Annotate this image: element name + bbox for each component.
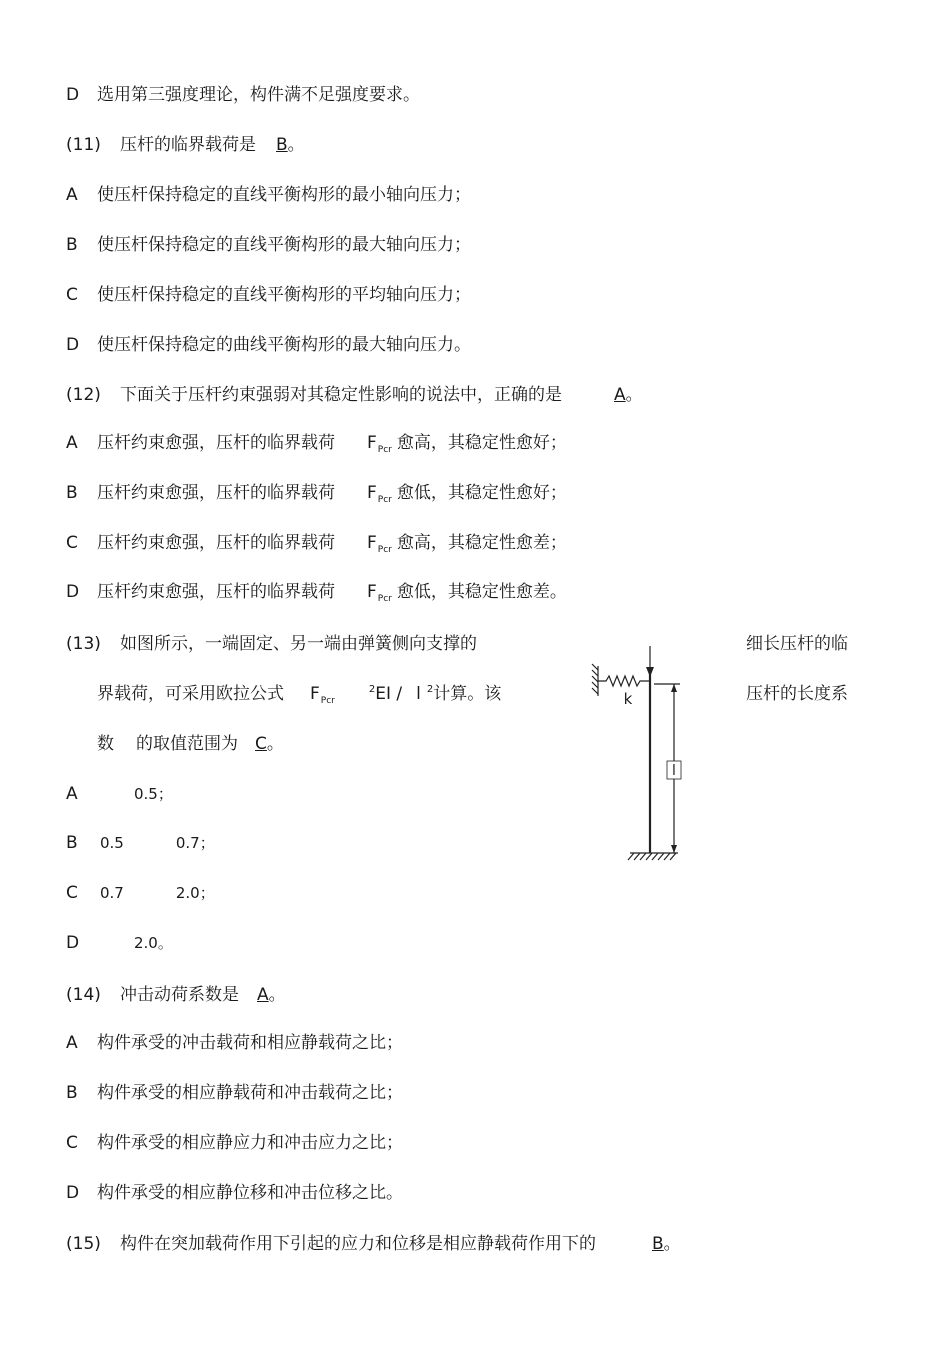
option-text: 构件承受的相应静位移和冲击位移之比。 bbox=[97, 1183, 403, 1203]
punct: 。 bbox=[266, 734, 284, 754]
option-value-2: 2.0； bbox=[175, 884, 215, 902]
option-label: D bbox=[66, 933, 80, 953]
answer: B bbox=[652, 1234, 664, 1254]
question-number: (13) bbox=[66, 634, 101, 654]
question-14 bbox=[66, 984, 286, 1006]
option-label: B bbox=[66, 1083, 78, 1103]
option-text: 使压杆保持稳定的直线平衡构形的平均轴向压力； bbox=[97, 285, 471, 305]
question-tail: 计算。该 bbox=[433, 684, 502, 704]
question-13-line-3 bbox=[97, 733, 284, 755]
option-tail: 愈高，其稳定性愈差； bbox=[396, 533, 567, 553]
option-label: D bbox=[66, 1183, 80, 1203]
answer: A bbox=[257, 985, 269, 1005]
spring bbox=[598, 676, 650, 686]
option-b-q14 bbox=[66, 1082, 403, 1104]
formula-f: F bbox=[367, 533, 377, 553]
question-text: 冲击动荷系数是 bbox=[120, 985, 239, 1005]
question-11 bbox=[66, 134, 305, 156]
option-tail: 愈低，其稳定性愈好； bbox=[396, 483, 567, 503]
option-text: 使压杆保持稳定的直线平衡构形的最小轴向压力； bbox=[97, 185, 471, 205]
question-12 bbox=[66, 384, 643, 406]
option-value: 0.5； bbox=[134, 785, 173, 803]
question-number: (11) bbox=[66, 135, 101, 155]
answer: A bbox=[614, 385, 626, 405]
option-d-q14 bbox=[66, 1182, 403, 1204]
answer: B bbox=[276, 135, 288, 155]
formula-sub: Pcr bbox=[377, 495, 392, 505]
formula-sup: 2 bbox=[426, 684, 434, 695]
option-label: A bbox=[66, 784, 78, 804]
option-c-q13 bbox=[66, 882, 215, 904]
option-a-q12 bbox=[66, 432, 567, 457]
option-text: 构件承受的冲击载荷和相应静载荷之比； bbox=[97, 1033, 403, 1053]
formula-sub: Pcr bbox=[377, 594, 392, 604]
option-label: D bbox=[66, 582, 80, 602]
option-text: 构件承受的相应静应力和冲击应力之比； bbox=[97, 1133, 403, 1153]
question-15 bbox=[66, 1233, 681, 1255]
option-value-1: 0.5 bbox=[100, 834, 124, 852]
punct: 。 bbox=[663, 1234, 681, 1254]
formula-f: F bbox=[310, 684, 320, 704]
question-text: 数 bbox=[97, 734, 114, 754]
column-spring-figure bbox=[590, 640, 700, 870]
dim-arrow-top bbox=[671, 684, 677, 692]
option-label: C bbox=[66, 883, 78, 903]
option-label: C bbox=[66, 533, 78, 553]
option-c-q14 bbox=[66, 1132, 403, 1154]
question-13-right-2: 压杆的长度系 bbox=[746, 684, 848, 704]
option-label: B bbox=[66, 833, 78, 853]
option-label: A bbox=[66, 185, 78, 205]
option-text: 压杆约束愈强，压杆的临界载荷 bbox=[97, 582, 335, 602]
formula-f: F bbox=[367, 433, 377, 453]
option-a-q14 bbox=[66, 1032, 403, 1054]
option-d-q12 bbox=[66, 581, 567, 606]
option-d-q13 bbox=[66, 932, 173, 954]
formula-f: F bbox=[367, 582, 377, 602]
question-text: 压杆的临界载荷是 bbox=[120, 135, 256, 155]
option-label: B bbox=[66, 483, 78, 503]
option-label: C bbox=[66, 1133, 78, 1153]
question-text: 构件在突加载荷作用下引起的应力和位移是相应静载荷作用下的 bbox=[120, 1234, 596, 1254]
option-label: C bbox=[66, 285, 78, 305]
question-text: 如图所示，一端固定、另一端由弹簧侧向支撑的 bbox=[120, 634, 477, 654]
question-text: 下面关于压杆约束强弱对其稳定性影响的说法中，正确的是 bbox=[120, 385, 562, 405]
option-b-q13 bbox=[66, 832, 215, 854]
formula-sub: Pcr bbox=[377, 545, 392, 555]
punct: 。 bbox=[268, 985, 286, 1005]
option-text: 使压杆保持稳定的曲线平衡构形的最大轴向压力。 bbox=[97, 335, 471, 355]
punct: 。 bbox=[287, 135, 305, 155]
option-label: B bbox=[66, 235, 78, 255]
formula-sub: Pcr bbox=[320, 696, 335, 706]
length-label: l bbox=[672, 763, 676, 779]
option-text: 选用第三强度理论，构件满不足强度要求。 bbox=[97, 85, 420, 105]
option-value-2: 0.7； bbox=[175, 834, 215, 852]
answer: C bbox=[255, 734, 267, 754]
option-text: 压杆约束愈强，压杆的临界载荷 bbox=[97, 483, 335, 503]
dim-arrow-bottom bbox=[671, 845, 677, 853]
option-label: A bbox=[66, 1033, 78, 1053]
option-d-q10 bbox=[66, 84, 420, 106]
option-a-q13 bbox=[66, 783, 173, 805]
option-tail: 愈低，其稳定性愈差。 bbox=[396, 582, 567, 602]
question-number: (15) bbox=[66, 1234, 101, 1254]
option-c-q11 bbox=[66, 284, 471, 306]
option-b-q12 bbox=[66, 482, 567, 507]
question-text-2: 的取值范围为 bbox=[136, 734, 238, 754]
option-b-q11 bbox=[66, 234, 471, 256]
question-13 bbox=[66, 633, 477, 655]
question-text: 界载荷，可采用欧拉公式 bbox=[97, 684, 284, 704]
option-label: D bbox=[66, 335, 80, 355]
question-number: (12) bbox=[66, 385, 101, 405]
option-d-q11 bbox=[66, 334, 471, 356]
option-text: 使压杆保持稳定的直线平衡构形的最大轴向压力； bbox=[97, 235, 471, 255]
option-value: 2.0。 bbox=[134, 934, 173, 952]
punct: 。 bbox=[625, 385, 643, 405]
option-text: 压杆约束愈强，压杆的临界载荷 bbox=[97, 533, 335, 553]
option-c-q12 bbox=[66, 532, 567, 557]
question-number: (14) bbox=[66, 985, 101, 1005]
option-label: D bbox=[66, 85, 80, 105]
option-text: 构件承受的相应静载荷和冲击载荷之比； bbox=[97, 1083, 403, 1103]
formula-mid: EI / bbox=[375, 684, 403, 704]
formula-sup: 2 bbox=[368, 684, 376, 695]
option-text: 压杆约束愈强，压杆的临界载荷 bbox=[97, 433, 335, 453]
option-tail: 愈高，其稳定性愈好； bbox=[396, 433, 567, 453]
option-value-1: 0.7 bbox=[100, 884, 124, 902]
spring-label: k bbox=[623, 690, 633, 708]
option-a-q11 bbox=[66, 184, 471, 206]
question-13-line-2 bbox=[97, 683, 501, 708]
formula-l: l bbox=[416, 684, 421, 704]
question-13-right: 细长压杆的临 bbox=[746, 634, 848, 654]
formula-sub: Pcr bbox=[377, 445, 392, 455]
option-label: A bbox=[66, 433, 78, 453]
formula-f: F bbox=[367, 483, 377, 503]
arrow-head bbox=[646, 667, 654, 677]
